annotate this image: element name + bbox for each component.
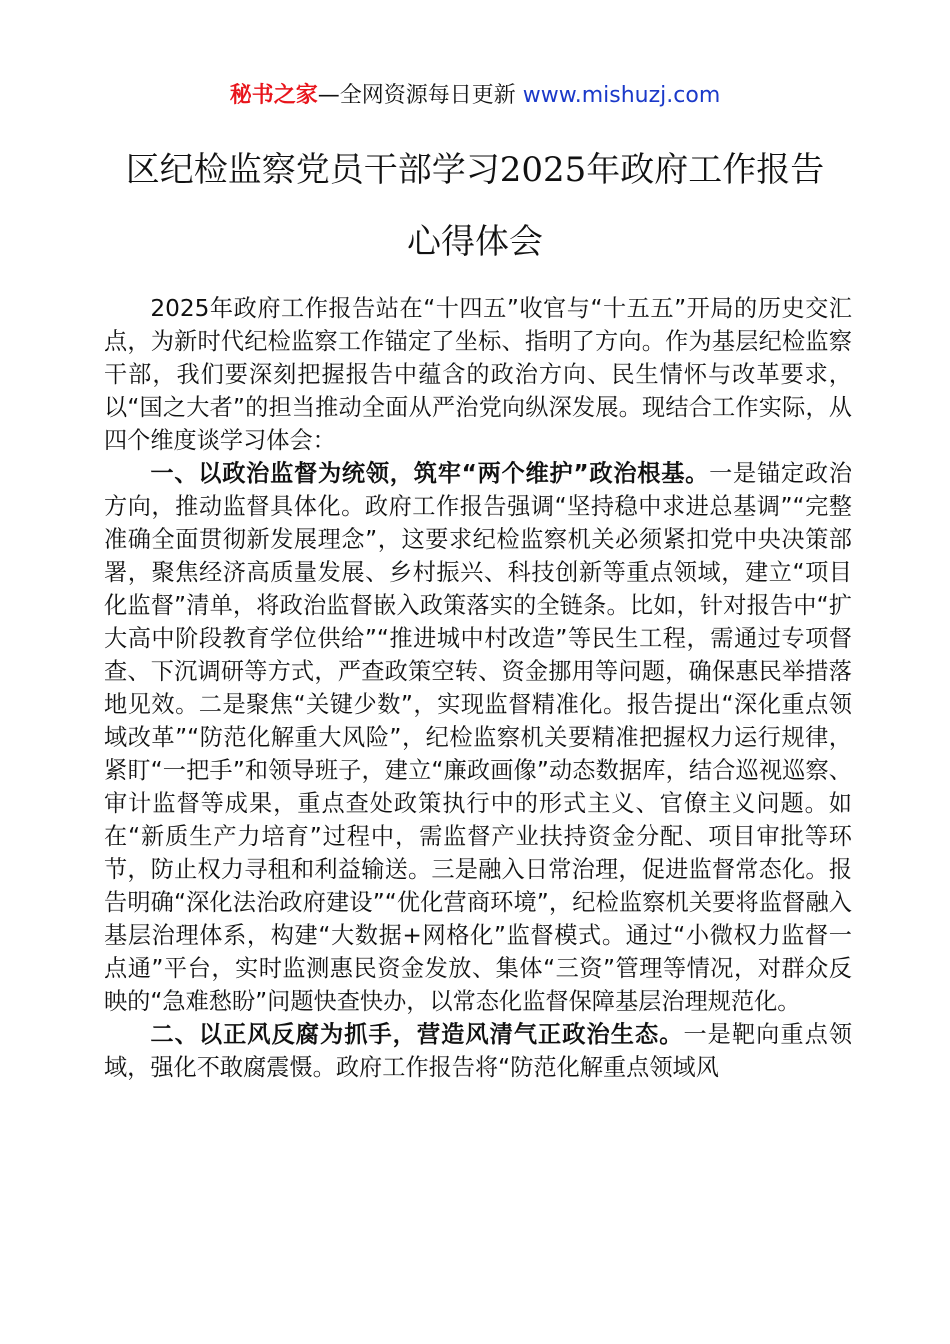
site-brand: 秘书之家 (229, 83, 318, 108)
section-heading-2: 二、以正风反腐为抓手，营造风清气正政治生态。 (150, 1021, 684, 1048)
paragraph-text: 2025年政府工作报告站在“十四五”收官与“十五五”开局的历史交汇点，为新时代纪检监察工作锚定了坐标、指明了方向。作为基层纪检监察干部，我们要深刻把握报告中蕴含的政治方向、民生情怀与改革要求，以“国之大者”的担当推动全面从严治党向纵深发展。现结合工作实际，从四个维度谈学习体会： (104, 295, 852, 454)
paragraph-text: 一是靶向重点领域，强化不敢腐震慑。政府工作报告将“防范化解重点领域风 (104, 1021, 853, 1081)
site-tagline: —全网资源每日更新 (317, 83, 516, 108)
document-body (104, 292, 852, 1084)
paragraph-text: 一是锚定政治方向，推动监督具体化。政府工作报告强调“坚持稳中求进总基调”“完整准确全面贯彻新发展理念”，这要求纪检监察机关必须紧扣党中央决策部署，聚焦经济高质量发展、乡村振兴、科技创新等重点领域，建立“项目化监督”清单，将政治监督嵌入政策落实的全链条。比如，针对报告中“扩大高中阶段教育学位供给”“推进城中村改造”等民生工程，需通过专项督查、下沉调研等方式，严查政策空转、资金挪用等问题，确保惠民举措落地见效。二是聚焦“关键少数”，实现监督精准化。报告提出“深化重点领域改革”“防范化解重大风险”，纪检监察机关要精准把握权力运行规律，紧盯“一把手”和领导班子，建立“廉政画像”动态数据库，结合巡视巡察、审计监督等成果，重点查处政策执行中的形式主义、官僚主义问题。如在“新质生产力培育”过程中，需监督产业扶持资金分配、项目审批等环节，防止权力寻租和利益输送。三是融入日常治理，促进监督常态化。报告明确“深化法治政府建设”“优化营商环境”，纪检监察机关要将监督融入基层治理体系，构建“大数据+网格化”监督模式。通过“小微权力监督一点通”平台，实时监测惠民资金发放、集体“三资”管理等情况，对群众反映的“急难愁盼”问题快查快办，以常态化监督保障基层治理规范化。 (104, 460, 853, 1015)
paragraph-section-2 (104, 1018, 852, 1084)
site-header (0, 80, 950, 112)
section-heading-1: 一、以政治监督为统领，筑牢“两个维护”政治根基。 (150, 460, 710, 487)
site-url-link[interactable]: www.mishuzj.com (522, 83, 721, 108)
document-title: 区纪检监察党员干部学习2025年政府工作报告 (125, 150, 825, 190)
document-title-continued: 心得体会 (407, 222, 543, 262)
paragraph-intro (104, 292, 852, 457)
paragraph-section-1 (104, 457, 852, 1018)
